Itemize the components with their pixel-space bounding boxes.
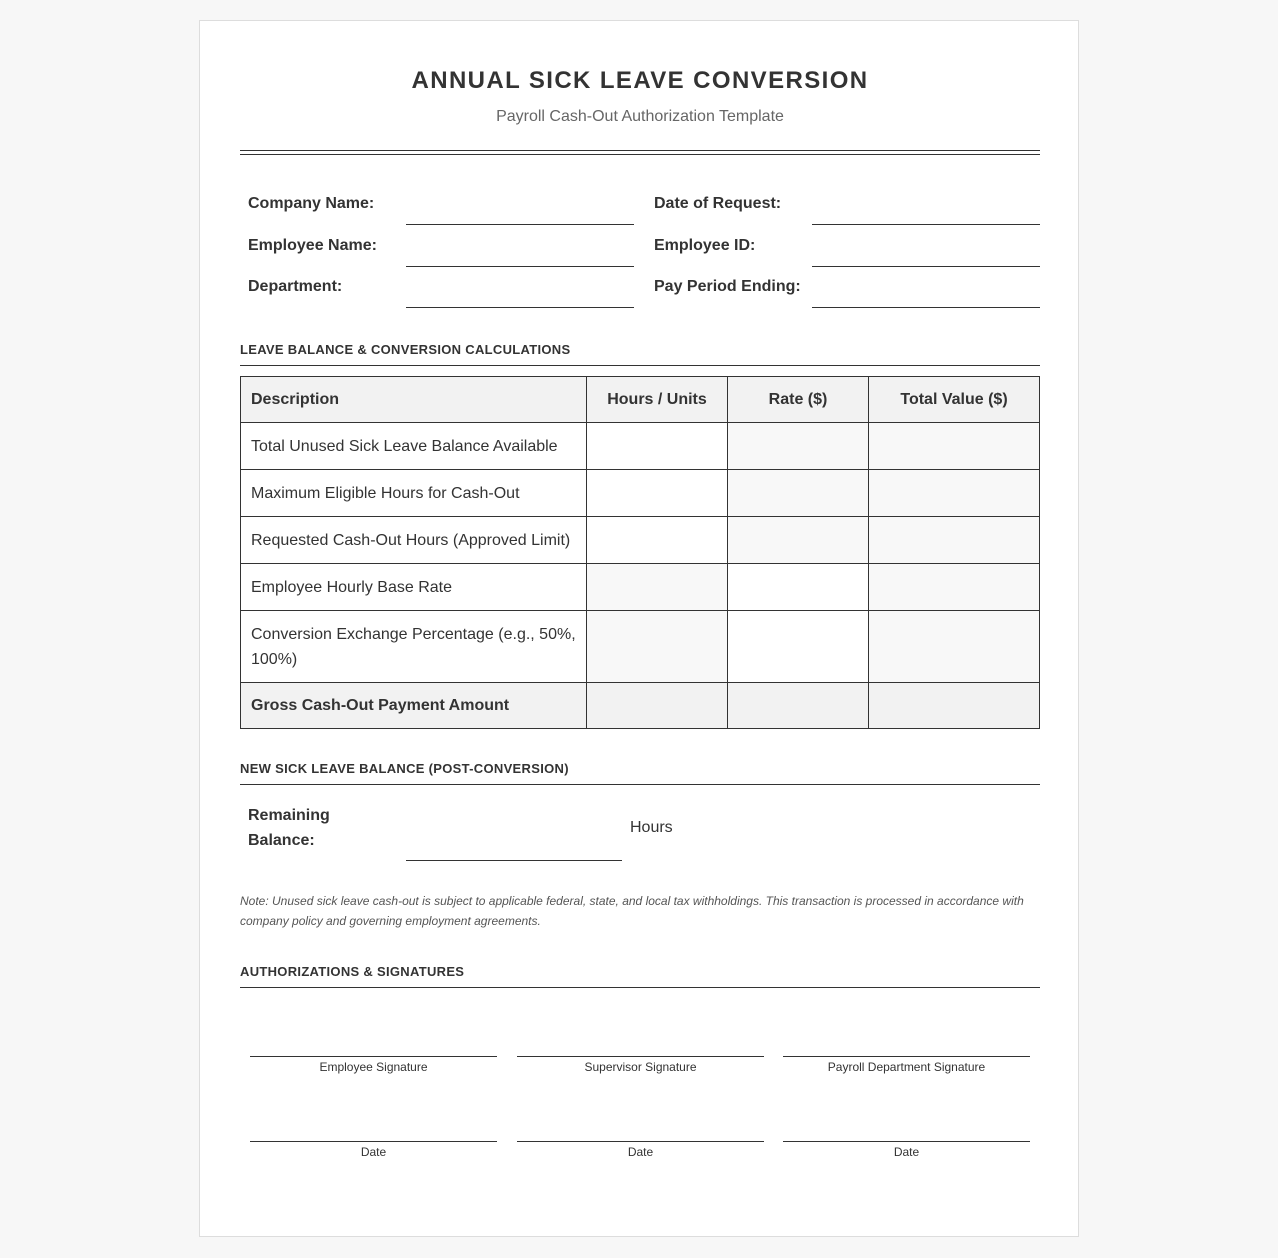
row-label: Requested Cash-Out Hours (Approved Limit) xyxy=(241,517,587,564)
table-row xyxy=(241,517,1040,564)
form-subtitle: Payroll Cash-Out Authorization Template xyxy=(496,108,784,125)
col-rate: Rate ($) xyxy=(728,377,869,423)
department-field[interactable] xyxy=(406,307,634,308)
rate-cell[interactable] xyxy=(728,564,869,611)
signatures-section-heading: AUTHORIZATIONS & SIGNATURES xyxy=(240,964,1040,988)
rate-cell xyxy=(728,423,869,470)
employee-name-field[interactable] xyxy=(406,266,634,267)
total-cell xyxy=(869,423,1040,470)
table-row xyxy=(241,423,1040,470)
row-label: Employee Hourly Base Rate xyxy=(241,564,587,611)
rate-cell xyxy=(728,683,869,729)
hours-cell[interactable] xyxy=(587,517,728,564)
hours-cell[interactable] xyxy=(587,423,728,470)
rate-cell[interactable] xyxy=(728,611,869,683)
tax-note: Note: Unused sick leave cash-out is subject to applicable federal, state, and local tax withholdings. This transaction is processed in accordance with company policy and governing employment agreements. xyxy=(240,894,1024,928)
supervisor-date-caption: Date xyxy=(627,1145,654,1159)
hours-cell xyxy=(587,683,728,729)
total-cell[interactable] xyxy=(869,683,1040,729)
supervisor-signature-line[interactable] xyxy=(517,1056,764,1057)
table-row xyxy=(241,611,1040,683)
company-name-label: Company Name: xyxy=(248,195,375,212)
company-name-field[interactable] xyxy=(406,224,634,225)
row-label: Maximum Eligible Hours for Cash-Out xyxy=(241,470,587,517)
remaining-balance-field[interactable] xyxy=(406,860,622,861)
payroll-date-line[interactable] xyxy=(783,1141,1030,1142)
employee-signature-caption: Employee Signature xyxy=(319,1060,428,1074)
department-label: Department: xyxy=(248,278,343,295)
form-title: ANNUAL SICK LEAVE CONVERSION xyxy=(411,67,869,94)
pay-period-ending-field[interactable] xyxy=(812,307,1040,308)
hours-cell xyxy=(587,564,728,611)
employee-id-field[interactable] xyxy=(812,266,1040,267)
hours-cell xyxy=(587,611,728,683)
employee-signature-block[interactable] xyxy=(250,1056,497,1074)
date-of-request-field[interactable] xyxy=(812,224,1040,225)
supervisor-date-block[interactable] xyxy=(517,1141,764,1159)
col-total: Total Value ($) xyxy=(869,377,1040,423)
supervisor-signature-caption: Supervisor Signature xyxy=(584,1060,697,1074)
employee-date-block[interactable] xyxy=(250,1141,497,1159)
date-of-request-label: Date of Request: xyxy=(654,195,782,212)
col-hours: Hours / Units xyxy=(587,377,728,423)
remaining-balance-label: Remaining Balance: xyxy=(248,807,330,849)
balance-section-heading: NEW SICK LEAVE BALANCE (POST-CONVERSION) xyxy=(240,761,1040,785)
supervisor-signature-block[interactable] xyxy=(517,1056,764,1074)
employee-signature-line[interactable] xyxy=(250,1056,497,1057)
calc-table xyxy=(240,376,1040,729)
hours-cell[interactable] xyxy=(587,470,728,517)
table-row xyxy=(241,470,1040,517)
row-label: Gross Cash-Out Payment Amount xyxy=(241,683,587,729)
total-cell xyxy=(869,517,1040,564)
hours-unit-label: Hours xyxy=(630,819,673,836)
rate-cell xyxy=(728,470,869,517)
payroll-date-block[interactable] xyxy=(783,1141,1030,1159)
table-row xyxy=(241,564,1040,611)
total-row xyxy=(241,683,1040,729)
payroll-signature-caption: Payroll Department Signature xyxy=(827,1060,986,1074)
pay-period-ending-label: Pay Period Ending: xyxy=(654,278,801,295)
calc-table-header xyxy=(241,377,1040,423)
employee-date-caption: Date xyxy=(360,1145,387,1159)
employee-date-line[interactable] xyxy=(250,1141,497,1142)
rate-cell xyxy=(728,517,869,564)
supervisor-date-line[interactable] xyxy=(517,1141,764,1142)
payroll-date-caption: Date xyxy=(893,1145,920,1159)
employee-id-label: Employee ID: xyxy=(654,237,756,254)
total-cell xyxy=(869,564,1040,611)
payroll-signature-block[interactable] xyxy=(783,1056,1030,1074)
payroll-signature-line[interactable] xyxy=(783,1056,1030,1057)
row-label: Total Unused Sick Leave Balance Available xyxy=(241,423,587,470)
col-description: Description xyxy=(241,377,587,423)
total-cell xyxy=(869,470,1040,517)
form-page xyxy=(199,20,1079,1237)
calc-section-heading: LEAVE BALANCE & CONVERSION CALCULATIONS xyxy=(240,342,1040,366)
row-label: Conversion Exchange Percentage (e.g., 50%, 100%) xyxy=(241,611,587,683)
header-divider xyxy=(240,150,1040,155)
employee-name-label: Employee Name: xyxy=(248,237,377,254)
total-cell xyxy=(869,611,1040,683)
